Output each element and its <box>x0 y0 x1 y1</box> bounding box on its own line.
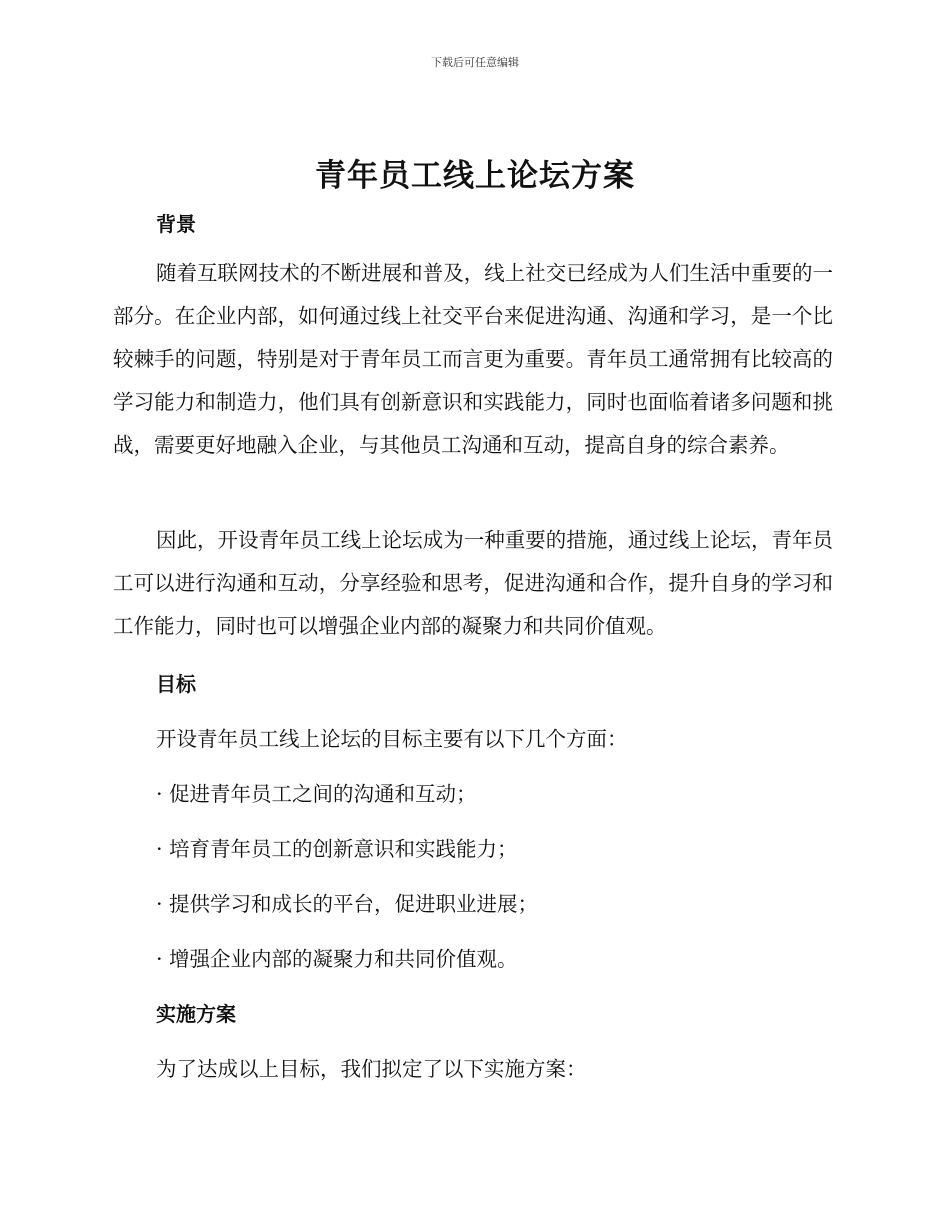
goal-list-item: · 提供学习和成长的平台，促进职业进展； <box>156 892 539 916</box>
goal-list-item: · 增强企业内部的凝聚力和共同价值观。 <box>156 947 518 971</box>
document-title: 青年员工线上论坛方案 <box>315 158 635 194</box>
goal-list-item: · 促进青年员工之间的沟通和互动； <box>156 782 477 806</box>
section-heading-goals: 目标 <box>156 672 196 696</box>
section-heading-implementation: 实施方案 <box>156 1002 236 1026</box>
section-heading-background: 背景 <box>156 212 196 236</box>
goals-intro: 开设青年员工线上论坛的目标主要有以下几个方面： <box>156 727 628 751</box>
implementation-intro: 为了达成以上目标，我们拟定了以下实施方案： <box>156 1057 587 1081</box>
page-header-note: 下载后可任意编辑 <box>431 56 519 69</box>
background-paragraph-2: 因此，开设青年员工线上论坛成为一种重要的措施，通过线上论坛，青年员工可以进行沟通和互动，分享经验和思考，促进沟通和合作，提升自身的学习和工作能力，同时也可以增强企业内部的凝聚力和共同价值观。 <box>113 528 833 638</box>
background-paragraph-1: 随着互联网技术的不断进展和普及，线上社交已经成为人们生活中重要的一部分。在企业内部，如何通过线上社交平台来促进沟通、沟通和学习，是一个比较棘手的问题，特别是对于青年员工而言更为重要。青年员工通常拥有比较高的学习能力和制造力，他们具有创新意识和实践能力，同时也面临着诸多问题和挑战，需要更好地融入企业，与其他员工沟通和互动，提高自身的综合素养。 <box>113 261 833 457</box>
goal-list-item: · 培育青年员工的创新意识和实践能力； <box>156 837 518 861</box>
